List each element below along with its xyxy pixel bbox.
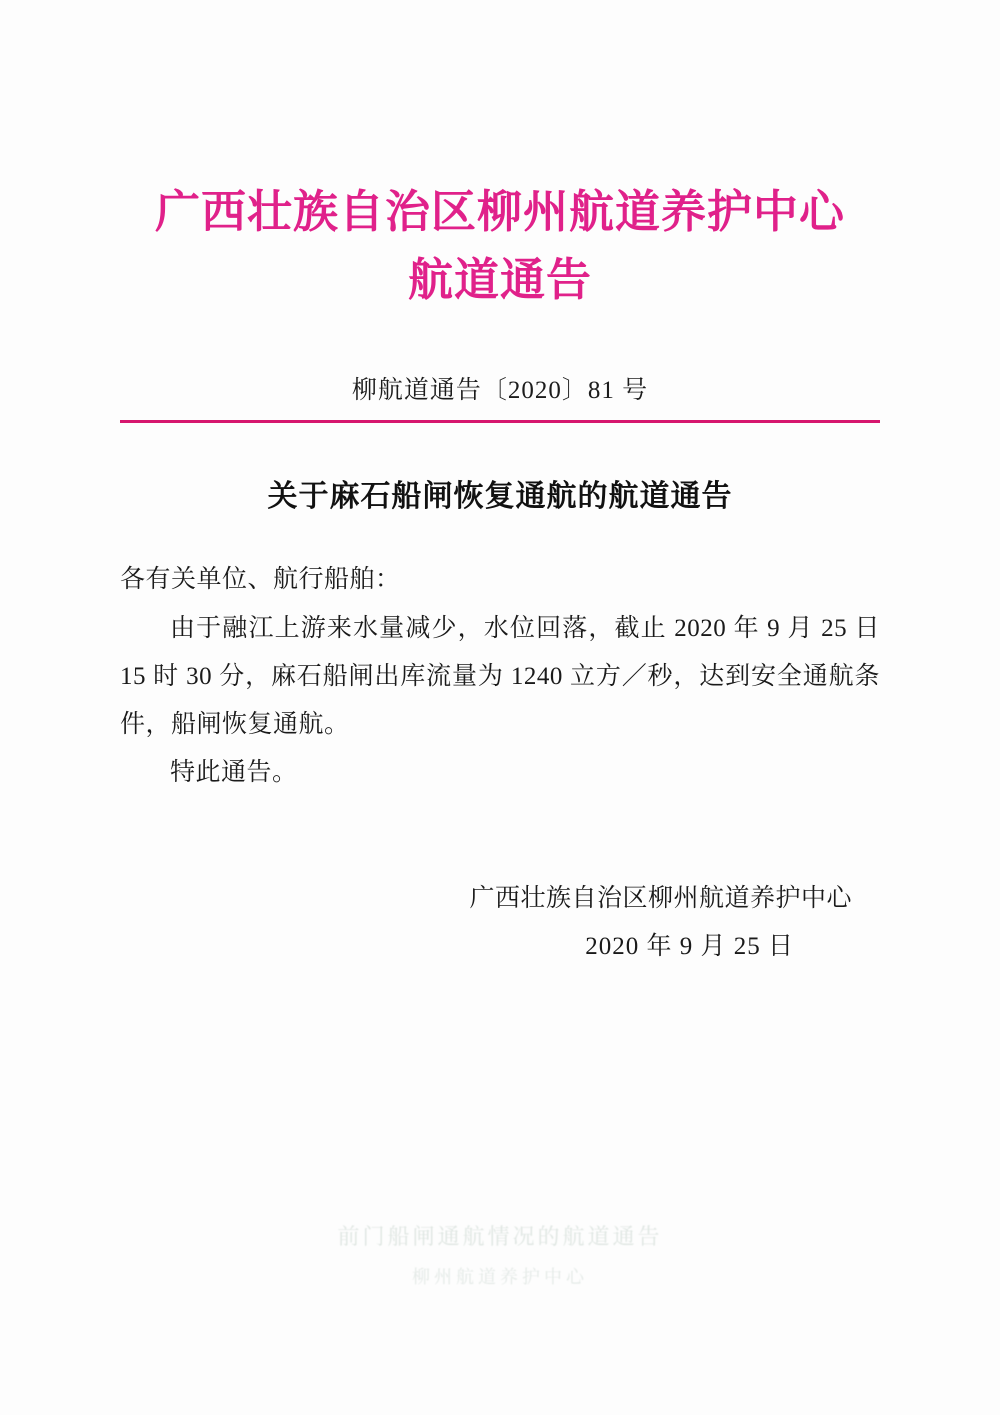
body-salutation: 各有关单位、航行船舶： (120, 566, 401, 593)
signature-organization: 广西壮族自治区柳州航道养护中心 (469, 885, 852, 912)
signature-block (120, 875, 880, 971)
body-paragraph-1: 由于融江上游来水量减少，水位回落，截止 2020 年 9 月 25 日 15 时 30 分，麻石船闸出库流量为 1240 立方／秒，达到安全通航条件，船闸恢复通航。 (120, 615, 880, 738)
signature-date: 2020 年 9 月 25 日 (585, 933, 794, 960)
document-number: 柳航道通告〔2020〕81 号 (351, 377, 649, 404)
document-title-line-2: 航道通告 (407, 253, 592, 306)
bleed-through-text (0, 1217, 1000, 1297)
document-body (120, 515, 880, 797)
body-paragraph-2: 特此通告。 (170, 759, 298, 786)
document-header (0, 0, 1000, 423)
document-title-line-1: 广西壮族自治区柳州航道养护中心 (154, 185, 845, 238)
red-divider-rule (120, 420, 880, 423)
bleed-through-line-1: 前门船闸通航情况的航道通告 (337, 1224, 663, 1249)
bleed-through-line-2: 柳州航道养护中心 (412, 1267, 588, 1287)
document-subject-heading: 关于麻石船闸恢复通航的航道通告 (267, 479, 733, 514)
